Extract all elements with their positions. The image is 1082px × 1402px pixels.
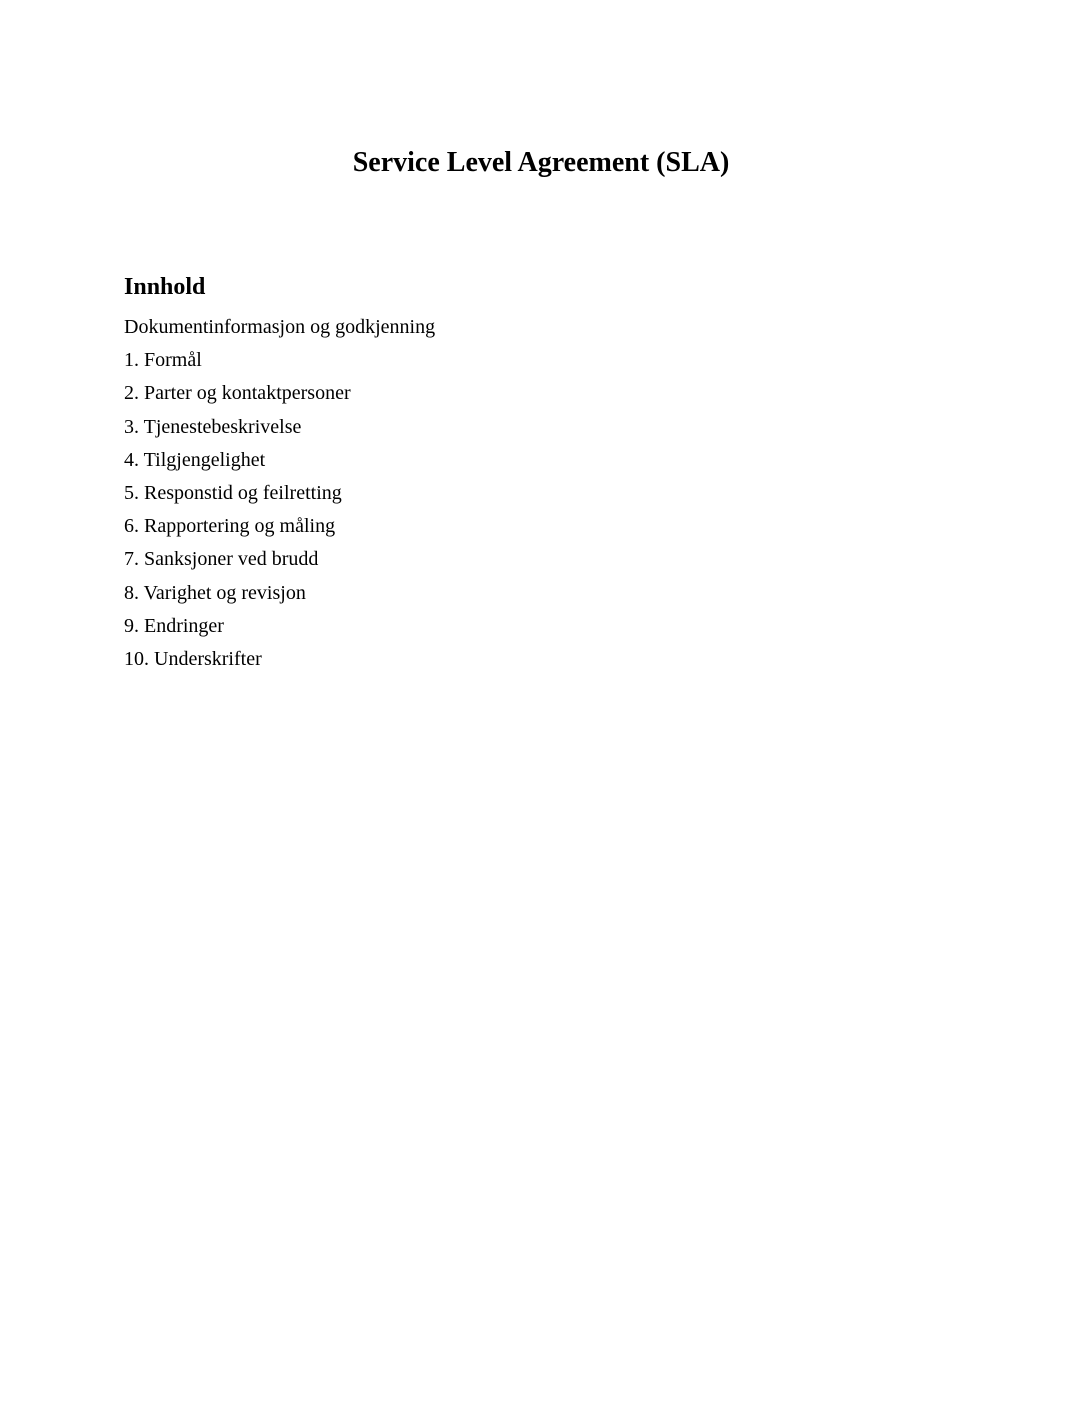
toc-item-rapportering: 6. Rapportering og måling (124, 515, 336, 538)
toc-item-document-info: Dokumentinformasjon og godkjenning (124, 316, 436, 338)
toc-list (124, 311, 984, 676)
toc-item-varighet: 8. Varighet og revisjon (124, 581, 306, 604)
toc-item-endringer: 9. Endringer (124, 614, 224, 637)
toc-heading: Innhold (124, 274, 206, 300)
toc-item-formal: 1. Formål (124, 349, 202, 372)
toc-item-sanksjoner: 7. Sanksjoner ved brudd (124, 548, 319, 571)
toc-item-tjenestebeskrivelse: 3. Tjenestebeskrivelse (124, 415, 302, 438)
toc-item-responstid: 5. Responstid og feilretting (124, 482, 342, 505)
toc-item-tilgjengelighet: 4. Tilgjengelighet (124, 448, 266, 471)
document-title: Service Level Agreement (SLA) (352, 147, 730, 178)
toc-item-parter: 2. Parter og kontaktpersoner (124, 382, 351, 405)
table-of-contents (124, 270, 984, 676)
toc-item-underskrifter: 10. Underskrifter (124, 648, 262, 671)
